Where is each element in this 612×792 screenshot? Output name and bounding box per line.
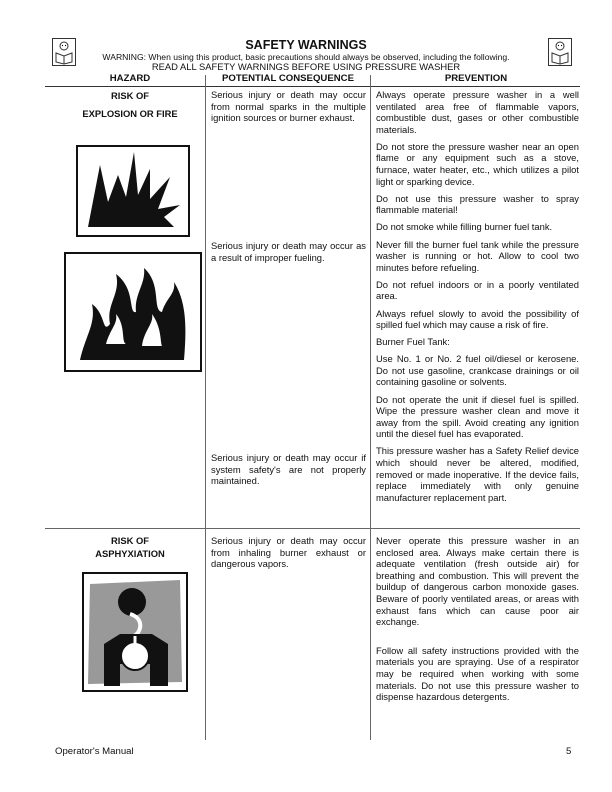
column-header-prevention: PREVENTION: [444, 73, 508, 84]
page-title: SAFETY WARNINGS: [245, 38, 367, 52]
column-divider: [370, 75, 371, 740]
prevention-item: Always refuel slowly to avoid the possibility of spilled fuel which may cause a risk of fire.: [376, 307, 579, 331]
hazard-explosion-fire: RISK OF EXPLOSION OR FIRE: [82, 90, 178, 119]
prevention-list-asphyxiation: [376, 535, 579, 708]
row-divider: [45, 528, 580, 529]
read-all-warning: READ ALL SAFETY WARNINGS BEFORE USING PRESSURE WASHER: [151, 61, 461, 72]
prevention-list-fire: [376, 89, 579, 509]
prevention-item: Never operate this pressure washer in an enclosed area. Always make certain there is adequate ventilation (fresh outside air) for breathing and combustion. This will prevent the buildup of dangerous carbon monoxide gases. Beware of poorly ventilated areas, or areas with exhaust fans which can cause poor air exchange.: [376, 535, 579, 628]
warning-text: WARNING: When using this product, basic precautions should always be observed, including the following.: [102, 52, 510, 62]
page-number: 5: [566, 746, 572, 757]
prevention-item: Burner Fuel Tank:: [376, 336, 450, 348]
column-header-consequence: POTENTIAL CONSEQUENCE: [221, 73, 355, 84]
explosion-icon: [76, 145, 190, 237]
consequence-fueling: Serious injury or death may occur as a result of improper fueling.: [211, 240, 366, 263]
fire-icon: [64, 252, 202, 372]
prevention-item: Use No. 1 or No. 2 fuel oil/diesel or kerosene. Do not use gasoline, crankcase drainings or oil containing gasoline or solvents.: [376, 353, 579, 388]
column-divider: [205, 75, 206, 740]
prevention-item: Do not store the pressure washer near an open flame or any equipment such as a stove, furnace, water heater, etc., which utilizes a pilot light or sparking device.: [376, 140, 579, 187]
footer-manual: Operator's Manual: [55, 746, 134, 757]
prevention-item: Do not refuel indoors or in a poorly ventilated area.: [376, 278, 579, 302]
prevention-item: Follow all safety instructions provided with the materials you are spraying. Use of a respirator may be required when working with some materials. Do not use this pressure washer to dispense hazardous detergents.: [376, 644, 579, 703]
prevention-item: Do not smoke while filling burner fuel tank.: [376, 221, 553, 233]
consequence-sparks: Serious injury or death may occur from normal sparks in the multiple ignition sources or burner exhaust.: [211, 89, 366, 124]
prevention-item: Always operate pressure washer in a well ventilated area free of flammable vapors, combustible dust, gases or other combustible materials.: [376, 89, 579, 135]
consequence-safety-system: Serious injury or death may occur if system safety's are not properly maintained.: [211, 452, 366, 487]
consequence-exhaust: Serious injury or death may occur from inhaling burner exhaust or dangerous vapors.: [211, 535, 366, 570]
prevention-item: Do not use this pressure washer to spray flammable material!: [376, 192, 579, 216]
column-header-hazard: HAZARD: [109, 73, 151, 84]
hazard-asphyxiation: RISK OF ASPHYXIATION: [95, 535, 165, 559]
prevention-item: Do not operate the unit if diesel fuel is spilled. Wipe the pressure washer clean and move it away from the spill. Avoid creating any ignition until the diesel fuel has evaporated.: [376, 393, 579, 440]
prevention-item: This pressure washer has a Safety Relief device which should never be altered, modified, removed or made inoperative. If the device fails, replace immediately with only genuine manufacturer replacement part.: [376, 445, 579, 503]
prevention-item: Never fill the burner fuel tank while the pressure washer is running or hot. Allow to cool two minutes before refueling.: [376, 238, 579, 273]
asphyxiation-icon: [82, 572, 188, 692]
